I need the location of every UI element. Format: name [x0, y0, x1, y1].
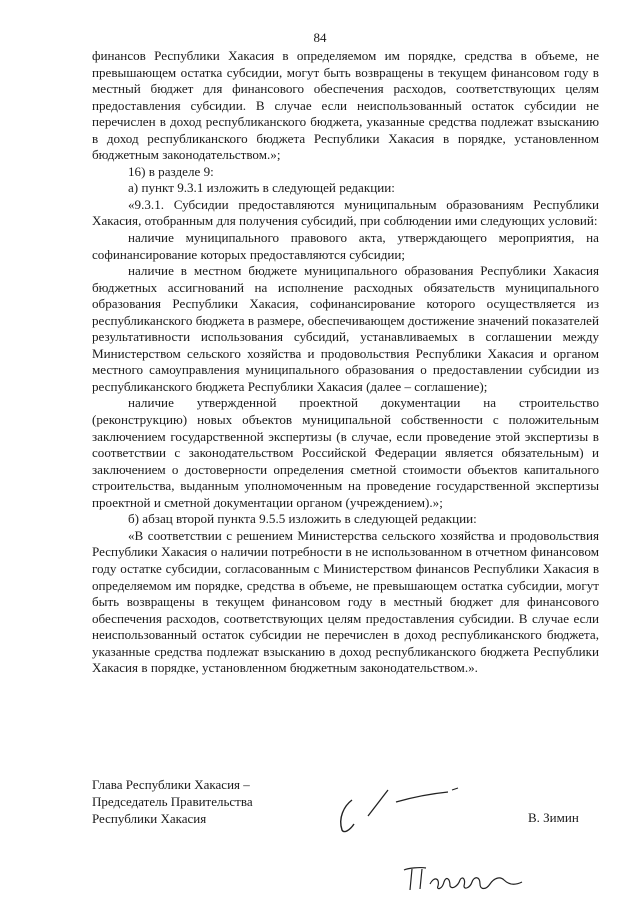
- handwritten-mark: [398, 862, 528, 896]
- handwritten-signature: [330, 778, 470, 838]
- paragraph: наличие в местном бюджете муниципального образования Республики Хакасия бюджетных ассигнований на исполнение расходных обязательств муниципального образования Республики Хакасия, софинансирование которого осуществляется из республиканского бюджета в размере, обеспечивающем достижение значений показателей результативности использования субсидий, устанавливаемых в соглашении между Министерством сельского хозяйства и продовольствия Республики Хакасия и органом местного самоуправления муниципального образования о предоставлении субсидии из республиканского бюджета Республики Хакасия (далее – соглашение);: [92, 263, 599, 394]
- paragraph: наличие утвержденной проектной документации на строительство (реконструкцию) новых объектов муниципальной собственности с положительным заключением государственной экспертизы (в случае, если проведение этой экспертизы в соответствии с законодательством Российской Федерации является обязательным) и заключением о достоверности определения сметной стоимости объектов капитального строительства, выданным уполномоченным на проведение государственной экспертизы проектной и сметной документации органом (учреждением).»;: [92, 395, 599, 510]
- paragraph: а) пункт 9.3.1 изложить в следующей редакции:: [128, 180, 395, 196]
- signature-block-title: [92, 776, 253, 827]
- paragraph: 16) в разделе 9:: [128, 163, 214, 179]
- paragraph: финансов Республики Хакасия в определяемом им порядке, средства в объеме, не превышающем остатка субсидии, могут быть возвращены в текущем финансовом году в местный бюджет для финансового обеспечения расходов, соответствующих целям предоставления субсидии. В случае если неиспользованный остаток субсидии не перечислен в доход республиканского бюджета, указанные средства подлежат взысканию в доход республиканского бюджета Республики Хакасия в порядке, установленном бюджетным законодательством.»;: [92, 48, 599, 163]
- page-number: 84: [313, 30, 327, 45]
- signer-title-line: Председатель Правительства: [92, 794, 253, 809]
- paragraph: «9.3.1. Субсидии предоставляются муниципальным образованиям Республики Хакасия, отобранным для получения субсидий, при соблюдении ими следующих условий:: [92, 196, 599, 229]
- paragraph: «В соответствии с решением Министерства сельского хозяйства и продовольствия Республики Хакасия о наличии потребности в не использованном в отчетном финансовом году остатке субсидии, согласованным с Министерством финансов Республики Хакасия в определяемом им порядке, средства в объеме, не превышающем остатка субсидии, могут быть возвращены в текущем финансовом году в местный бюджет для финансового обеспечения расходов, соответствующих целям предоставления субсидии. В случае если неиспользованный остаток субсидии не перечислен в доход республиканского бюджета, указанные средства подлежат взысканию в доход республиканского бюджета Республики Хакасия в порядке, установленном бюджетным законодательством.».: [92, 527, 599, 676]
- signer-title-line: Республики Хакасия: [92, 811, 207, 826]
- paragraph: б) абзац второй пункта 9.5.5 изложить в следующей редакции:: [128, 511, 477, 527]
- signer-name: В. Зимин: [528, 810, 579, 825]
- paragraph: наличие муниципального правового акта, утверждающего мероприятия, на софинансирование которых предоставляются субсидии;: [92, 230, 599, 262]
- document-body: [92, 48, 599, 677]
- signer-title-line: Глава Республики Хакасия –: [92, 777, 250, 792]
